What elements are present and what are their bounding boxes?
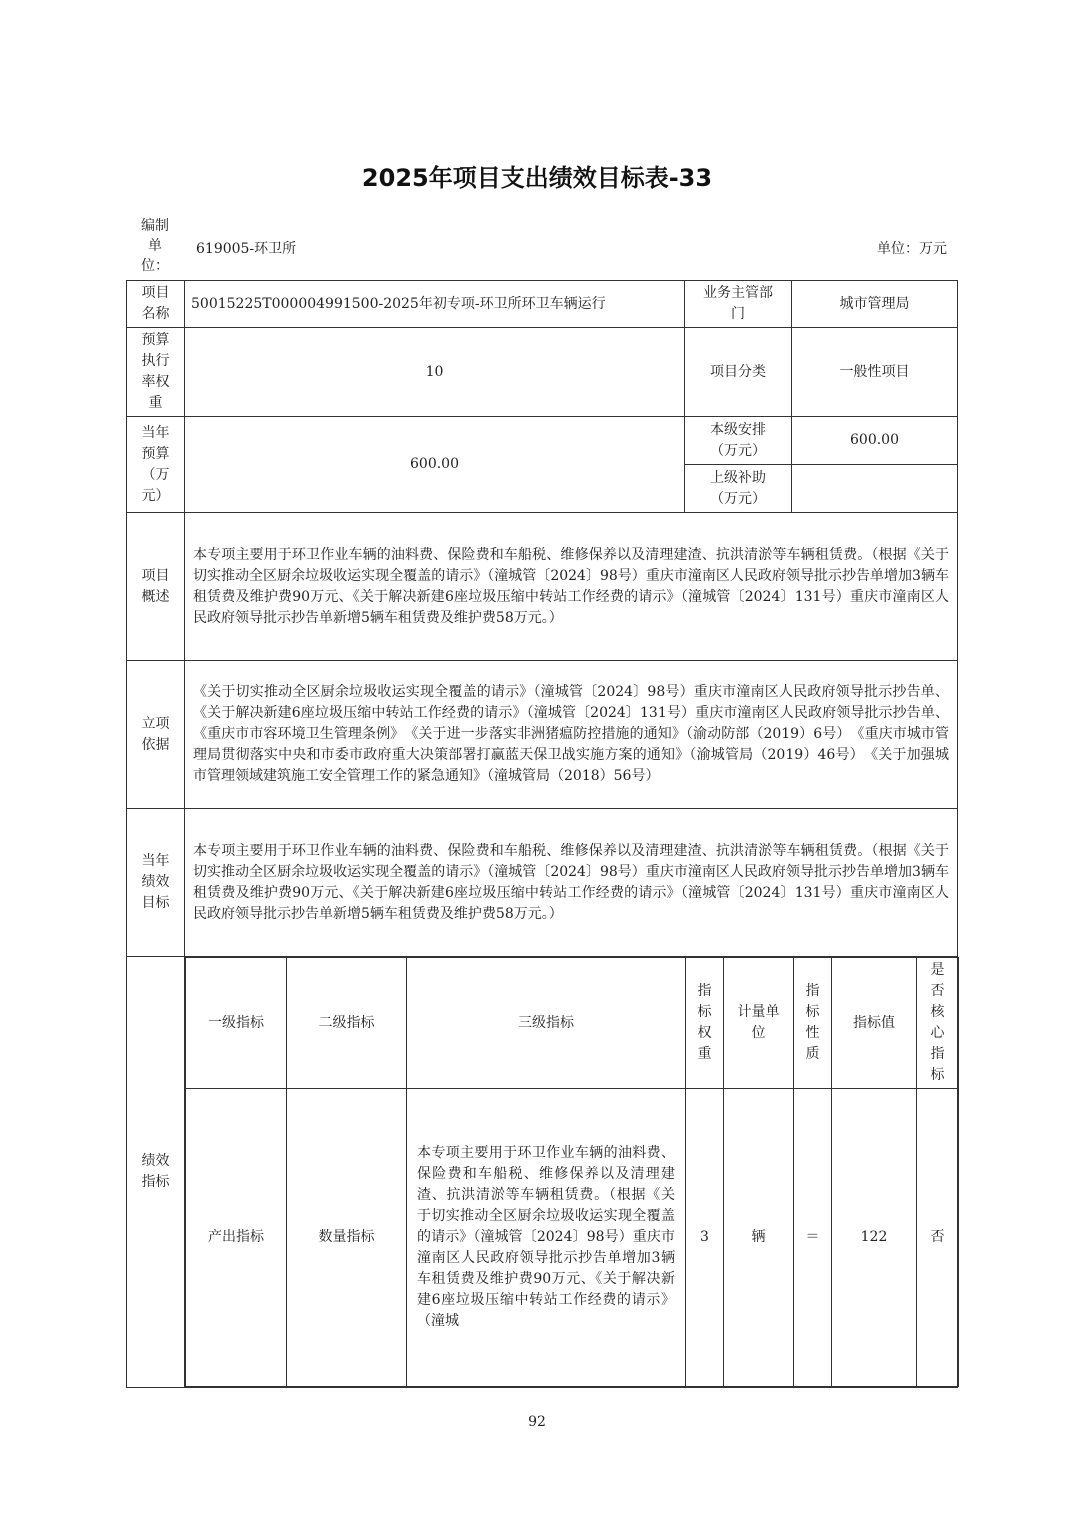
category-value: 一般性项目 — [792, 328, 958, 417]
basis-text: 《关于切实推动全区厨余垃圾收运实现全覆盖的请示》（潼城管〔2024〕98号）重庆市潼南区人民政府领导批示抄告单、《关于解决新建6座垃圾压缩中转站工作经费的请示》（潼城管〔2024〕131号）重庆市潼南区人民政府领导批示抄告单、《重庆市市容环境卫生管理条例》 《关于进一步落实非洲猪瘟防控措施的通知》（渝动防部（2019）6号） 《重庆市城市管理局贯彻落实中央和市委市政府重大决策部署打赢蓝天保卫战实施方案的通知》（渝城管局（2019）46号） 《关于加强城市管理领域建筑施工安全管理工作的紧急通知》（潼城管局（2018）56号） — [185, 661, 958, 809]
header-level1: 一级指标 — [186, 958, 287, 1089]
budget-label: 当年 预算 （万 元） — [127, 417, 185, 513]
overview-text: 本专项主要用于环卫作业车辆的油料费、保险费和车船税、维修保养以及清理建渣、抗洪清淤等车辆租赁费。（根据《关于切实推动全区厨余垃圾收运实现全覆盖的请示》（潼城管〔2024〕98号）重庆市潼南区人民政府领导批示抄告单增加3辆车租赁费及维护费90万元、《关于解决新建6座垃圾压缩中转站工作经费的请示》（潼城管〔2024〕131号）重庆市潼南区人民政府领导批示抄告单新增5辆车租赁费及维护费58万元。） — [185, 513, 958, 661]
unit-label-line: 单 — [148, 238, 162, 254]
unit-label-line: 编制 — [141, 218, 169, 234]
header-level2: 二级指标 — [287, 958, 407, 1089]
indicators-cell — [185, 957, 958, 1388]
dept-value: 城市管理局 — [792, 281, 958, 328]
core-cell: 否 — [917, 1089, 959, 1387]
indicators-label: 绩效 指标 — [127, 957, 185, 1388]
table-row — [186, 1089, 959, 1387]
level1-cell: 产出指标 — [186, 1089, 287, 1387]
header-nature: 指 标 性 质 — [794, 958, 832, 1089]
dept-label: 业务主管部 门 — [685, 281, 792, 328]
upper-value — [792, 465, 958, 513]
project-name-label: 项目 名称 — [127, 281, 185, 328]
local-value: 600.00 — [792, 417, 958, 465]
overview-label: 项目 概述 — [127, 513, 185, 661]
weight-cell: 3 — [686, 1089, 724, 1387]
upper-label: 上级补助 （万元） — [685, 465, 792, 513]
basis-label: 立项 依据 — [127, 661, 185, 809]
header-level3: 三级指标 — [407, 958, 686, 1089]
value-cell: 122 — [832, 1089, 917, 1387]
unit-name: 619005-环卫所 — [196, 241, 297, 257]
page-title: 2025年项目支出绩效目标表-33 — [361, 164, 713, 192]
currency-unit: 单位：万元 — [877, 241, 947, 257]
local-label: 本级安排 （万元） — [685, 417, 792, 465]
performance-target-table — [126, 280, 958, 1388]
form-header — [126, 214, 957, 280]
weight-value: 10 — [185, 328, 685, 417]
level2-cell: 数量指标 — [287, 1089, 407, 1387]
nature-cell: ＝ — [794, 1089, 832, 1387]
header-core: 是 否 核 心 指 标 — [917, 958, 959, 1089]
page-number: 92 — [528, 1414, 546, 1430]
annual-goal-label: 当年 绩效 目标 — [127, 809, 185, 957]
category-label: 项目分类 — [685, 328, 792, 417]
header-unit: 计量单 位 — [724, 958, 794, 1089]
unit-cell: 辆 — [724, 1089, 794, 1387]
project-name: 50015225T000004991500-2025年初专项-环卫所环卫车辆运行 — [185, 281, 685, 328]
header-weight: 指 标 权 重 — [686, 958, 724, 1089]
annual-goal-text: 本专项主要用于环卫作业车辆的油料费、保险费和车船税、维修保养以及清理建渣、抗洪清淤等车辆租赁费。（根据《关于切实推动全区厨余垃圾收运实现全覆盖的请示》（潼城管〔2024〕98号）重庆市潼南区人民政府领导批示抄告单增加3辆车租赁费及维护费90万元、《关于解决新建6座垃圾压缩中转站工作经费的请示》（潼城管〔2024〕131号）重庆市潼南区人民政府领导批示抄告单新增5辆车租赁费及维护费58万元。） — [185, 809, 958, 957]
level3-cell: 本专项主要用于环卫作业车辆的油料费、保险费和车船税、维修保养以及清理建渣、抗洪清淤等车辆租赁费。（根据《关于切实推动全区厨余垃圾收运实现全覆盖的请示》（潼城管〔2024〕98号）重庆市潼南区人民政府领导批示抄告单增加3辆车租赁费及维护费90万元、《关于解决新建6座垃圾压缩中转站工作经费的请示》（潼城 — [407, 1089, 686, 1387]
indicators-table — [185, 957, 959, 1387]
unit-label-line: 位： — [141, 258, 169, 274]
header-value: 指标值 — [832, 958, 917, 1089]
unit-label — [126, 216, 184, 276]
budget-value: 600.00 — [185, 417, 685, 513]
weight-label: 预算 执行 率权 重 — [127, 328, 185, 417]
